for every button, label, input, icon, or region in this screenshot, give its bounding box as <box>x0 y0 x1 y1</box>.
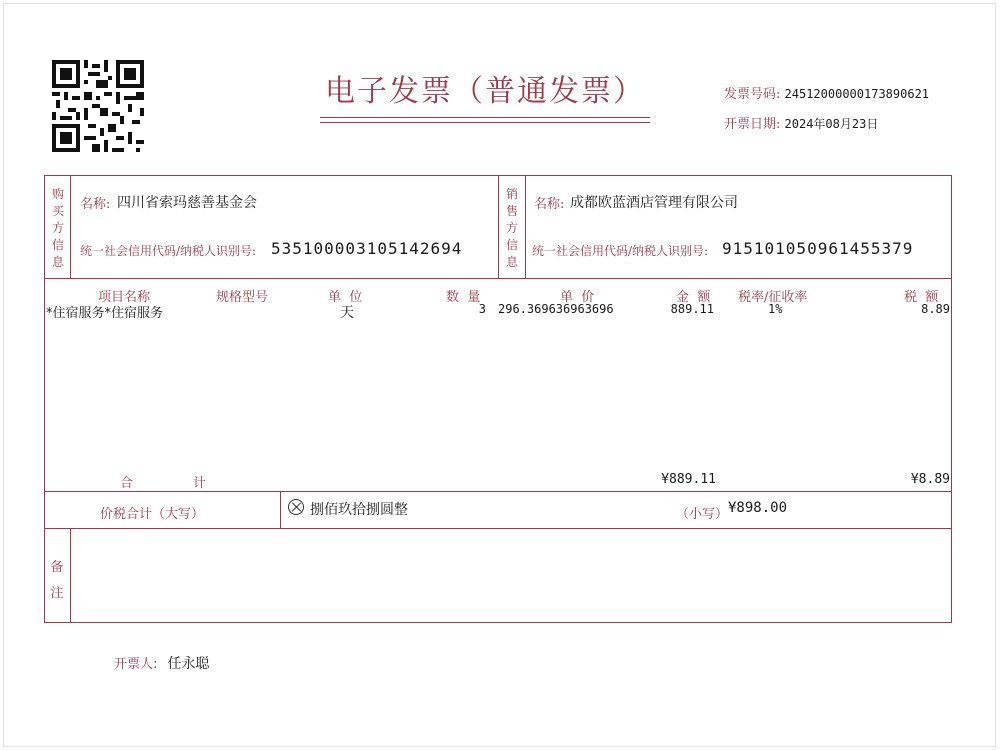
total-tax: ¥8.89 <box>910 472 950 487</box>
invoice-number-row <box>724 83 929 102</box>
seller-taxid: 915101050961455379 <box>722 239 914 258</box>
header-unit: 单 位 <box>328 290 363 305</box>
header-spec: 规格型号 <box>216 290 269 305</box>
remarks-label-divider <box>70 528 71 623</box>
total-amount: ¥889.11 <box>661 472 716 487</box>
item-amount: 889.11 <box>670 302 714 316</box>
title-underline-double <box>320 122 650 123</box>
invoice-number: 24512000000173890621 <box>784 87 930 101</box>
header-qty: 数 量 <box>446 290 481 305</box>
grand-total-label: 价税合计（大写） <box>100 507 205 522</box>
invoice-date-label: 开票日期: <box>724 117 781 132</box>
buyer-taxid: 535100003105142694 <box>271 239 463 258</box>
seller-section-label: 销 售 方 信 息 <box>505 187 518 269</box>
qr-code <box>52 60 144 152</box>
header-tax-rate: 税率/征收率 <box>738 290 808 305</box>
remarks-label-zhu: 注 <box>50 586 64 601</box>
buyer-seller-divider <box>498 175 499 278</box>
grand-total-small-value: ¥898.00 <box>728 500 788 516</box>
grand-total-in-words: 捌佰玖拾捌圆整 <box>310 502 408 518</box>
party-section-divider <box>44 278 952 279</box>
header-amount: 金 额 <box>676 290 711 305</box>
total-label-ji: 计 <box>193 476 207 491</box>
seller-taxid-label: 统一社会信用代码/纳税人识别号: <box>532 244 709 258</box>
seller-name-label: 名称: <box>534 197 565 212</box>
header-item-name: 项目名称 <box>98 290 151 305</box>
title-underline <box>320 117 650 118</box>
item-unit-price: 296.369636963696 <box>498 302 614 316</box>
invoice-title: 电子发票（普通发票） <box>325 74 645 109</box>
issuer-row <box>114 653 210 673</box>
item-name: *住宿服务*住宿服务 <box>46 306 164 321</box>
grand-total-divider <box>44 528 952 529</box>
buyer-taxid-label: 统一社会信用代码/纳税人识别号: <box>80 244 257 258</box>
grand-total-label-divider <box>280 491 281 528</box>
buyer-section-label: 购 买 方 信 息 <box>51 187 64 269</box>
header-tax: 税 额 <box>904 290 939 305</box>
invoice-date-row <box>724 113 878 132</box>
total-label-he: 合 <box>120 476 134 491</box>
item-unit: 天 <box>340 305 354 321</box>
buyer-label-divider <box>70 175 71 278</box>
buyer-name-label: 名称: <box>80 197 111 212</box>
seller-name: 成都欧蓝酒店管理有限公司 <box>570 195 738 211</box>
item-qty: 3 <box>478 302 486 316</box>
invoice-number-label: 发票号码: <box>724 87 781 102</box>
item-tax: 8.89 <box>921 302 950 316</box>
total-row-divider <box>44 491 952 492</box>
seller-label-divider <box>525 175 526 278</box>
item-tax-rate: 1% <box>768 302 783 316</box>
invoice-date: 2024年08月23日 <box>784 117 879 131</box>
header-price: 单 价 <box>560 290 595 305</box>
remarks-label-bei: 备 <box>50 560 64 575</box>
buyer-name: 四川省索玛慈善基金会 <box>117 195 257 211</box>
issuer-label: 开票人: <box>114 657 158 672</box>
grand-total-small-label: （小写） <box>676 507 729 522</box>
cross-circle-icon <box>288 499 304 515</box>
issuer-name: 任永聪 <box>167 656 210 672</box>
